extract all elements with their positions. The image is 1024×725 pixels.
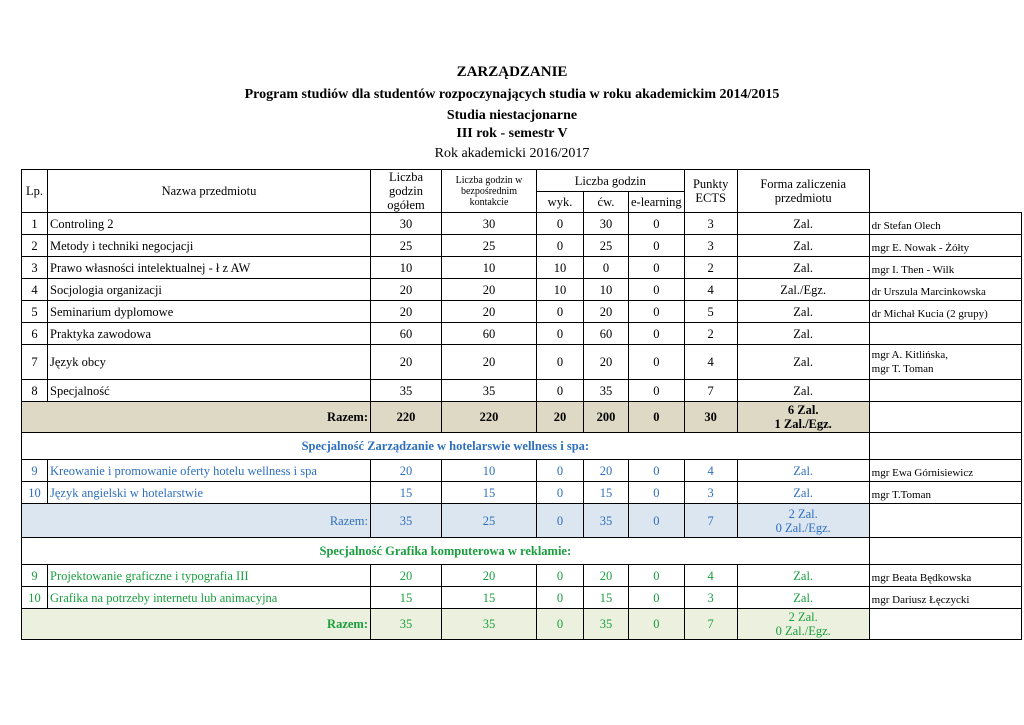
cw-hours: 20: [584, 565, 629, 587]
table-row: [22, 323, 1022, 345]
wyk-hours: 0: [537, 301, 584, 323]
wyk-hours: 10: [537, 257, 584, 279]
row-lp: 3: [22, 257, 48, 279]
summary-label: Razem:: [22, 609, 371, 640]
row-lp: 7: [22, 345, 48, 380]
col-ects: Punkty ECTS: [684, 170, 737, 213]
pass-form: Zal./Egz.: [737, 279, 869, 301]
summary-form: [737, 402, 869, 433]
ects-points: 4: [684, 565, 737, 587]
total-hours: 10: [371, 257, 442, 279]
teacher: dr Michał Kucia (2 grupy): [869, 301, 1021, 323]
row-lp: 2: [22, 235, 48, 257]
summary-elearning: 0: [629, 609, 685, 640]
summary-total: 35: [371, 504, 442, 538]
row-lp: 8: [22, 380, 48, 402]
teacher: dr Urszula Marcinkowska: [869, 279, 1021, 301]
col-form: Forma zaliczenia przedmiotu: [737, 170, 869, 213]
summary-contact: 220: [442, 402, 537, 433]
teacher: [869, 380, 1021, 402]
elearning-hours: 0: [629, 301, 685, 323]
ects-points: 3: [684, 213, 737, 235]
subject-name: Metody i techniki negocjacji: [48, 235, 371, 257]
specialty-1-title: Specjalność Zarządzanie w hotelarswie wellness i spa:: [22, 433, 870, 460]
subject-name: Projektowanie graficzne i typografia III: [48, 565, 371, 587]
col-cw: ćw.: [584, 192, 629, 213]
summary-form-line-2: 0 Zal./Egz.: [775, 624, 831, 638]
summary-wyk: 0: [537, 504, 584, 538]
contact-hours: 20: [442, 565, 537, 587]
subject-name: Specjalność: [48, 380, 371, 402]
col-hours-group: Liczba godzin: [537, 170, 685, 192]
elearning-hours: 0: [629, 460, 685, 482]
contact-hours: 60: [442, 323, 537, 345]
table-row: [22, 279, 1022, 301]
year-semester: III rok - semestr V: [456, 126, 568, 141]
summary-elearning: 0: [629, 504, 685, 538]
col-total-hours: Liczba godzin ogółem: [371, 170, 442, 213]
summary-row: [22, 402, 1022, 433]
total-hours: 60: [371, 323, 442, 345]
row-lp: 9: [22, 460, 48, 482]
contact-hours: 10: [442, 460, 537, 482]
contact-hours: 30: [442, 213, 537, 235]
pass-form: Zal.: [737, 587, 869, 609]
pass-form: Zal.: [737, 380, 869, 402]
ects-points: 7: [684, 380, 737, 402]
table-row: [22, 345, 1022, 380]
elearning-hours: 0: [629, 213, 685, 235]
table-row: [22, 460, 1022, 482]
teacher: mgr I. Then - Wilk: [869, 257, 1021, 279]
pass-form: Zal.: [737, 213, 869, 235]
pass-form: Zal.: [737, 323, 869, 345]
row-lp: 4: [22, 279, 48, 301]
elearning-hours: 0: [629, 257, 685, 279]
row-lp: 10: [22, 482, 48, 504]
ects-points: 4: [684, 279, 737, 301]
elearning-hours: 0: [629, 345, 685, 380]
subject-name: Język angielski w hotelarstwie: [48, 482, 371, 504]
summary-form: [737, 504, 869, 538]
contact-hours: 10: [442, 257, 537, 279]
cw-hours: 60: [584, 323, 629, 345]
program-title: Program studiów dla studentów rozpoczynających studia w roku akademickim 2014/2015: [244, 87, 780, 102]
total-hours: 30: [371, 213, 442, 235]
teacher: mgr Dariusz Łęczycki: [869, 587, 1021, 609]
subject-name: Grafika na potrzeby internetu lub animacyjna: [48, 587, 371, 609]
total-hours: 15: [371, 482, 442, 504]
teacher: [869, 345, 1021, 380]
ects-points: 2: [684, 257, 737, 279]
summary-form-line-2: 0 Zal./Egz.: [775, 520, 831, 535]
wyk-hours: 10: [537, 279, 584, 301]
total-hours: 20: [371, 301, 442, 323]
contact-hours: 20: [442, 301, 537, 323]
summary-teacher-blank: [869, 402, 1021, 433]
wyk-hours: 0: [537, 565, 584, 587]
specialty-header-row: [22, 538, 1022, 565]
teacher: mgr E. Nowak - Żółty: [869, 235, 1021, 257]
wyk-hours: 0: [537, 482, 584, 504]
subject-name: Socjologia organizacji: [48, 279, 371, 301]
cw-hours: 25: [584, 235, 629, 257]
elearning-hours: 0: [629, 380, 685, 402]
subject-name: Prawo własności intelektualnej - ł z AW: [48, 257, 371, 279]
subject-name: Controling 2: [48, 213, 371, 235]
table-row: [22, 235, 1022, 257]
table-row: [22, 213, 1022, 235]
wyk-hours: 0: [537, 460, 584, 482]
row-lp: 6: [22, 323, 48, 345]
ects-points: 3: [684, 235, 737, 257]
teacher: mgr Beata Będkowska: [869, 565, 1021, 587]
cw-hours: 15: [584, 482, 629, 504]
col-lp: Lp.: [22, 170, 48, 213]
col-wyk: wyk.: [537, 192, 584, 213]
pass-form: Zal.: [737, 301, 869, 323]
summary-ects: 7: [684, 504, 737, 538]
specialty-2-title: Specjalność Grafika komputerowa w reklamie:: [22, 538, 870, 565]
cw-hours: 20: [584, 345, 629, 380]
col-name: Nazwa przedmiotu: [48, 170, 371, 213]
summary-cw: 200: [584, 402, 629, 433]
summary-label: Razem:: [22, 402, 371, 433]
ects-points: 4: [684, 460, 737, 482]
total-hours: 15: [371, 587, 442, 609]
ects-points: 4: [684, 345, 737, 380]
curriculum-table: [21, 169, 1022, 640]
teacher-line-2: mgr T. Toman: [871, 362, 934, 375]
summary-ects: 30: [684, 402, 737, 433]
summary-cw: 35: [584, 609, 629, 640]
pass-form: Zal.: [737, 345, 869, 380]
cw-hours: 20: [584, 460, 629, 482]
summary-teacher-blank: [869, 504, 1021, 538]
total-hours: 25: [371, 235, 442, 257]
summary-form-line-2: 1 Zal./Egz.: [774, 417, 832, 431]
table-row: [22, 380, 1022, 402]
summary-contact: 35: [442, 609, 537, 640]
elearning-hours: 0: [629, 323, 685, 345]
document-title: ZARZĄDZANIE: [456, 64, 568, 80]
ects-points: 3: [684, 482, 737, 504]
pass-form: Zal.: [737, 565, 869, 587]
elearning-hours: 0: [629, 482, 685, 504]
cw-hours: 10: [584, 279, 629, 301]
cw-hours: 30: [584, 213, 629, 235]
summary-wyk: 20: [537, 402, 584, 433]
table-row: [22, 482, 1022, 504]
total-hours: 20: [371, 345, 442, 380]
total-hours: 20: [371, 279, 442, 301]
subject-name: Kreowanie i promowanie oferty hotelu wellness i spa: [48, 460, 371, 482]
pass-form: Zal.: [737, 235, 869, 257]
elearning-hours: 0: [629, 565, 685, 587]
teacher-line-1: mgr A. Kitlińska,: [871, 348, 949, 361]
elearning-hours: 0: [629, 587, 685, 609]
summary-row: [22, 504, 1022, 538]
wyk-hours: 0: [537, 380, 584, 402]
summary-form: [737, 609, 869, 640]
subject-name: Język obcy: [48, 345, 371, 380]
pass-form: Zal.: [737, 482, 869, 504]
ects-points: 2: [684, 323, 737, 345]
summary-cw: 35: [584, 504, 629, 538]
summary-ects: 7: [684, 609, 737, 640]
teacher: dr Stefan Olech: [869, 213, 1021, 235]
study-mode: Studia niestacjonarne: [446, 108, 578, 123]
summary-form-line-1: 2 Zal.: [788, 610, 818, 624]
wyk-hours: 0: [537, 213, 584, 235]
elearning-hours: 0: [629, 279, 685, 301]
row-lp: 9: [22, 565, 48, 587]
total-hours: 35: [371, 380, 442, 402]
table-row: [22, 587, 1022, 609]
row-lp: 5: [22, 301, 48, 323]
summary-total: 35: [371, 609, 442, 640]
contact-hours: 25: [442, 235, 537, 257]
summary-wyk: 0: [537, 609, 584, 640]
wyk-hours: 0: [537, 323, 584, 345]
ects-points: 3: [684, 587, 737, 609]
summary-label: Razem:: [22, 504, 371, 538]
specialty-header-row: [22, 433, 1022, 460]
wyk-hours: 0: [537, 587, 584, 609]
pass-form: Zal.: [737, 460, 869, 482]
table-row: [22, 565, 1022, 587]
col-elearning: e-learning: [629, 192, 685, 213]
contact-hours: 15: [442, 587, 537, 609]
total-hours: 20: [371, 460, 442, 482]
summary-form-line-1: 6 Zal.: [787, 403, 819, 417]
teacher: [869, 323, 1021, 345]
subject-name: Seminarium dyplomowe: [48, 301, 371, 323]
row-lp: 10: [22, 587, 48, 609]
elearning-hours: 0: [629, 235, 685, 257]
summary-row: [22, 609, 1022, 640]
cw-hours: 15: [584, 587, 629, 609]
teacher: mgr T.Toman: [869, 482, 1021, 504]
cw-hours: 20: [584, 301, 629, 323]
contact-hours: 35: [442, 380, 537, 402]
cw-hours: 35: [584, 380, 629, 402]
row-lp: 1: [22, 213, 48, 235]
summary-elearning: 0: [629, 402, 685, 433]
contact-hours: 15: [442, 482, 537, 504]
summary-teacher-blank: [869, 609, 1021, 640]
wyk-hours: 0: [537, 345, 584, 380]
specialty-1-blank: [869, 433, 1021, 460]
table-row: [22, 301, 1022, 323]
total-hours: 20: [371, 565, 442, 587]
subject-name: Praktyka zawodowa: [48, 323, 371, 345]
teacher: mgr Ewa Górnisiewicz: [869, 460, 1021, 482]
contact-hours: 20: [442, 279, 537, 301]
col-contact-hours: Liczba godzin w bezpośrednim kontakcie: [442, 170, 537, 213]
table-row: [22, 257, 1022, 279]
ects-points: 5: [684, 301, 737, 323]
summary-contact: 25: [442, 504, 537, 538]
academic-year: Rok akademicki 2016/2017: [434, 146, 590, 161]
teacher-header-blank: [869, 170, 1021, 213]
summary-total: 220: [371, 402, 442, 433]
wyk-hours: 0: [537, 235, 584, 257]
cw-hours: 0: [584, 257, 629, 279]
specialty-2-blank: [869, 538, 1021, 565]
pass-form: Zal.: [737, 257, 869, 279]
summary-form-line-1: 2 Zal.: [788, 506, 818, 521]
contact-hours: 20: [442, 345, 537, 380]
